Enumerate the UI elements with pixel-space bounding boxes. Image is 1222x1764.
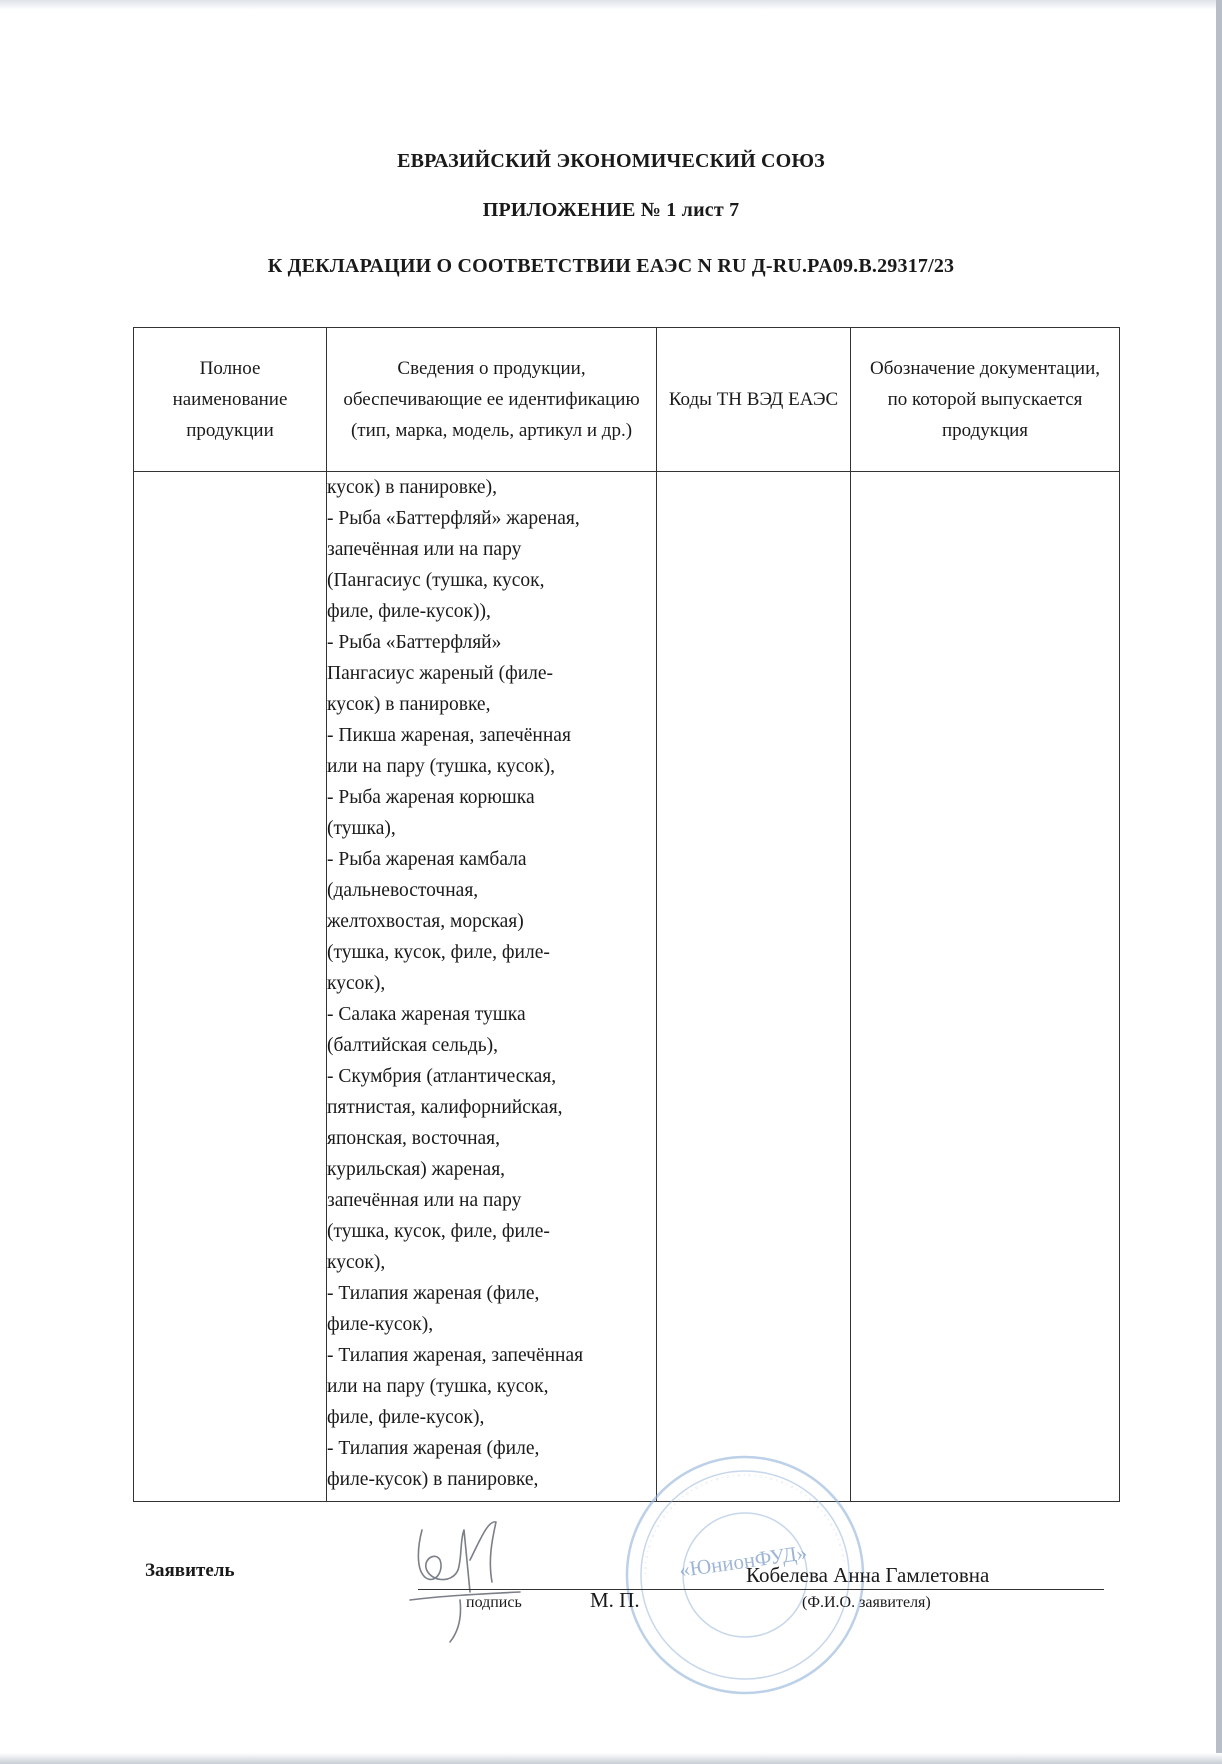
info-line: японская, восточная, bbox=[327, 1128, 501, 1149]
info-line: - Салака жареная тушка bbox=[327, 1004, 526, 1025]
info-line: кусок), bbox=[327, 973, 386, 994]
info-line: (тушка), bbox=[327, 818, 396, 839]
signature-caption: подпись bbox=[466, 1594, 522, 1611]
info-line: филе, филе-кусок)), bbox=[327, 601, 491, 622]
info-line: запечённая или на пару bbox=[327, 1190, 522, 1211]
info-line: - Рыба «Баттерфляй» жареная, bbox=[327, 508, 580, 529]
info-line: - Тилапия жареная, запечённая bbox=[327, 1345, 584, 1366]
applicant-label: Заявитель bbox=[145, 1560, 235, 1581]
stamp-company-name: «ЮнионФУД» bbox=[677, 1540, 809, 1582]
cell-tn-ved-codes bbox=[657, 472, 851, 1502]
info-line: (дальневосточная, bbox=[327, 880, 479, 901]
column-header-documentation: Обозначение документации, по которой выпускается продукция bbox=[851, 328, 1120, 472]
scan-top-edge bbox=[0, 0, 1222, 10]
signature-line bbox=[418, 1589, 1104, 1590]
info-line: желтохвостая, морская) bbox=[327, 911, 524, 932]
info-line: кусок), bbox=[327, 1252, 386, 1273]
cell-product-name bbox=[134, 472, 327, 1502]
info-line: филе-кусок) в панировке, bbox=[327, 1469, 539, 1490]
scan-bottom-edge bbox=[0, 1753, 1222, 1764]
info-line: курильская) жареная, bbox=[327, 1159, 506, 1180]
info-line: (Пангасиус (тушка, кусок, bbox=[327, 570, 545, 591]
cell-documentation bbox=[851, 472, 1120, 1502]
info-line: или на пару (тушка, кусок, bbox=[327, 1376, 549, 1397]
header-declaration-number: К ДЕКЛАРАЦИИ О СООТВЕТСТВИИ ЕАЭС N RU Д-RU.PA09.B.29317/23 bbox=[267, 255, 955, 277]
declaration-table bbox=[133, 327, 1120, 1502]
info-line: - Пикша жареная, запечённая bbox=[327, 725, 571, 746]
info-line: - Рыба жареная камбала bbox=[327, 849, 527, 870]
info-line: филе-кусок), bbox=[327, 1314, 434, 1335]
applicant-name-caption: (Ф.И.О. заявителя) bbox=[802, 1594, 931, 1611]
seal-place-label: М. П. bbox=[590, 1588, 640, 1612]
table-row bbox=[134, 472, 1120, 1502]
info-line: - Тилапия жареная (филе, bbox=[327, 1283, 540, 1304]
header-appendix-sheet: ПРИЛОЖЕНИЕ № 1 лист 7 bbox=[482, 199, 740, 221]
info-line: или на пару (тушка, кусок), bbox=[327, 756, 555, 777]
applicant-name: Кобелева Анна Гамлетовна bbox=[746, 1563, 990, 1587]
info-line: Пангасиус жареный (филе- bbox=[327, 663, 554, 684]
column-header-product-info: Сведения о продукции, обеспечивающие ее идентификацию (тип, марка, модель, артикул и др.) bbox=[327, 328, 657, 472]
info-line: филе, филе-кусок), bbox=[327, 1407, 485, 1428]
column-header-product-name: Полное наименование продукции bbox=[134, 328, 327, 472]
info-line: кусок) в панировке), bbox=[327, 477, 497, 498]
info-line: - Скумбрия (атлантическая, bbox=[327, 1066, 557, 1087]
info-line: (тушка, кусок, филе, филе- bbox=[327, 942, 550, 963]
info-line: (балтийская сельдь), bbox=[327, 1035, 499, 1056]
info-line: (тушка, кусок, филе, филе- bbox=[327, 1221, 550, 1242]
info-line: запечённая или на пару bbox=[327, 539, 522, 560]
info-line: пятнистая, калифорнийская, bbox=[327, 1097, 563, 1118]
stamp-ring-text: · ◦ · ◦ · ◦ · ◦ · ◦ · ◦ · ◦ · ◦ · ◦ · ◦ · ◦ · ◦ · ◦ · ◦ · ◦ · ◦ · ◦ · ◦ · ◦ · ◦ · ◦ · ◦ · ◦ · ◦ · ◦ · ◦ · ◦ · bbox=[639, 1469, 850, 1576]
info-line: - Рыба жареная корюшка bbox=[327, 787, 535, 808]
info-line: - Рыба «Баттерфляй» bbox=[327, 632, 502, 653]
table-header-row bbox=[134, 328, 1120, 472]
header-union-title: ЕВРАЗИЙСКИЙ ЭКОНОМИЧЕСКИЙ СОЮЗ bbox=[397, 150, 825, 172]
cell-product-info bbox=[327, 472, 657, 1502]
info-line: - Тилапия жареная (филе, bbox=[327, 1438, 540, 1459]
handwritten-signature bbox=[400, 1500, 550, 1650]
column-header-tn-ved-codes: Коды ТН ВЭД ЕАЭС bbox=[657, 328, 851, 472]
info-line: кусок) в панировке, bbox=[327, 694, 491, 715]
